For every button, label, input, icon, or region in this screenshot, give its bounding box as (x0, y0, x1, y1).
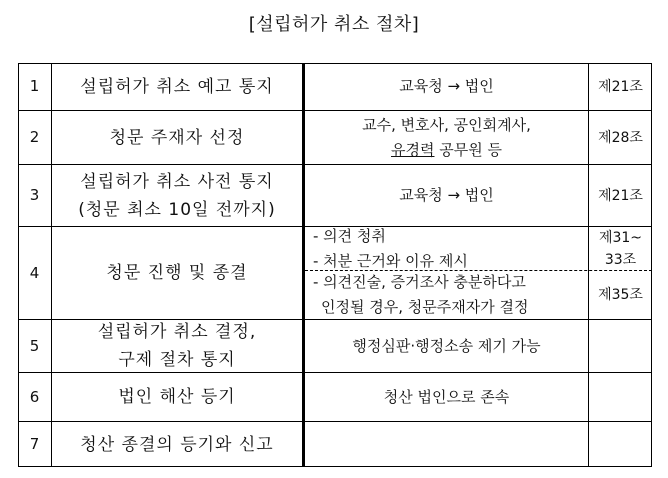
step-label (52, 320, 302, 372)
law-line: 33조 (604, 251, 637, 268)
law-article (589, 320, 652, 372)
row-number: 7 (29, 435, 40, 453)
detail-text: 행정심판·행정소송 제기 가능 (352, 336, 541, 355)
step-line: 설립허가 취소 결정, (97, 322, 257, 342)
detail-line: 유경력 공무원 등 (391, 140, 502, 159)
detail-text (305, 271, 588, 319)
step-line: (청문 최소 10일 전까지) (78, 199, 276, 220)
law-article: 제21조 (598, 78, 643, 95)
law-article: 제35조 (598, 287, 643, 303)
row-number: 5 (29, 336, 40, 355)
step-label (52, 165, 302, 226)
law-line: 제31~ (598, 229, 643, 246)
law-article: 제21조 (598, 187, 643, 204)
detail-text: 교육청 → 법인 (399, 77, 494, 95)
law-article (589, 422, 652, 467)
law-article (589, 373, 652, 421)
detail-line: - 의견 청취 (313, 226, 386, 245)
detail-text (305, 111, 588, 164)
step-label: 청문 진행 및 종결 (106, 263, 248, 283)
detail-text: 청산 법인으로 존속 (383, 387, 510, 406)
row-number: 2 (29, 128, 40, 146)
detail-line: - 처분 근거와 이유 제시 (313, 251, 468, 270)
detail-text: 교육청 → 법인 (399, 186, 494, 204)
page-title: [설립허가 취소 절차] (248, 14, 420, 35)
detail-line: 교수, 변호사, 공인회계사, (362, 115, 531, 134)
row-number: 6 (29, 387, 40, 406)
step-line: 설립허가 취소 사전 통지 (80, 171, 274, 192)
step-label: 법인 해산 등기 (118, 387, 236, 407)
law-article: 제28조 (598, 129, 643, 146)
step-label: 청산 종결의 등기와 신고 (80, 434, 274, 455)
row-number: 3 (29, 186, 40, 204)
step-label: 설립허가 취소 예고 통지 (80, 76, 274, 97)
procedure-table (18, 63, 652, 467)
row-number: 4 (29, 263, 40, 282)
detail-text (305, 422, 588, 467)
law-article (589, 227, 652, 270)
detail-text (305, 227, 588, 270)
row-number: 1 (29, 77, 40, 95)
detail-line: 인정될 경우, 청문주재자가 결정 (321, 298, 529, 316)
step-label: 청문 주재자 선정 (109, 127, 245, 148)
step-line: 구제 절차 통지 (118, 350, 236, 370)
detail-line: - 의견진술, 증거조사 충분하다고 (313, 273, 526, 291)
